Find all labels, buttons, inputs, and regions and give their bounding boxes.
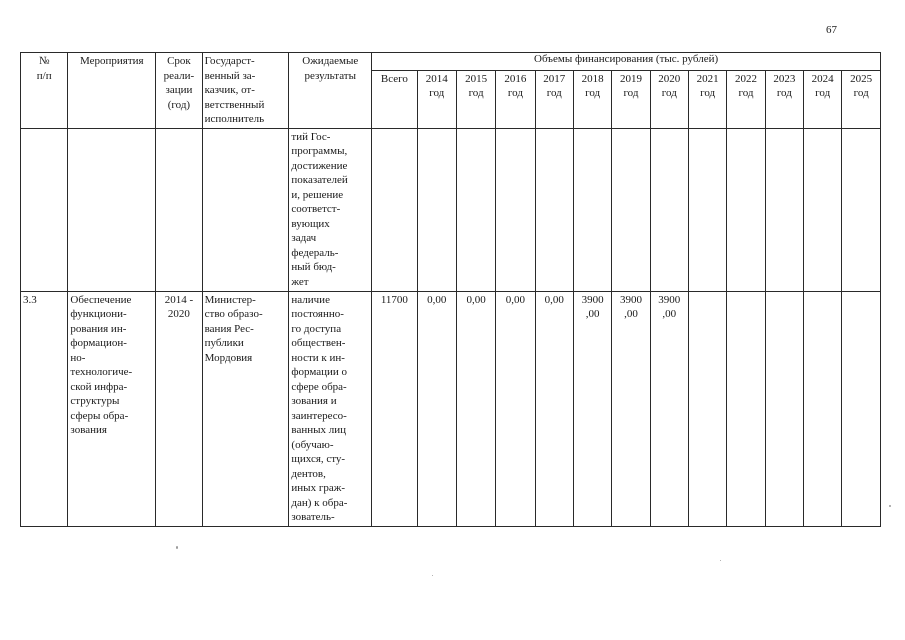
header-year-2021: 2021 год bbox=[688, 70, 726, 128]
cell-activity bbox=[68, 128, 156, 291]
cell-activity: Обеспечение функциони- рования ин- формацион- но- технологиче- ской инфра- структуры сферы обра- зования bbox=[68, 291, 156, 526]
header-year-2020: 2020 год bbox=[650, 70, 688, 128]
cell-year-2015 bbox=[456, 128, 495, 291]
header-financing: Объемы финансирования (тыс. рублей) bbox=[372, 53, 881, 71]
cell-year-2023 bbox=[765, 291, 803, 526]
header-year-2024: 2024 год bbox=[804, 70, 842, 128]
cell-year-2025 bbox=[842, 128, 881, 291]
header-total: Всего bbox=[372, 70, 417, 128]
table-row bbox=[21, 128, 881, 291]
cell-year-2017: 0,00 bbox=[535, 291, 573, 526]
cell-year-2022 bbox=[727, 128, 765, 291]
cell-executor: Министер- ство образо- вания Рес- публики Мордовия bbox=[202, 291, 289, 526]
cell-year-2020 bbox=[650, 128, 688, 291]
header-year-2025: 2025 год bbox=[842, 70, 881, 128]
cell-year-2020: 3900 ,00 bbox=[650, 291, 688, 526]
header-year-2015: 2015 год bbox=[456, 70, 495, 128]
cell-year-2014 bbox=[417, 128, 456, 291]
header-num: № п/п bbox=[21, 53, 68, 129]
cell-term bbox=[156, 128, 202, 291]
cell-year-2018 bbox=[573, 128, 611, 291]
header-year-2019: 2019 год bbox=[612, 70, 650, 128]
cell-year-2021 bbox=[688, 128, 726, 291]
cell-year-2019 bbox=[612, 128, 650, 291]
cell-total bbox=[372, 128, 417, 291]
cell-year-2016 bbox=[496, 128, 535, 291]
header-year-2017: 2017 год bbox=[535, 70, 573, 128]
cell-executor bbox=[202, 128, 289, 291]
cell-term: 2014 - 2020 bbox=[156, 291, 202, 526]
cell-year-2016: 0,00 bbox=[496, 291, 535, 526]
header-year-2022: 2022 год bbox=[727, 70, 765, 128]
cell-year-2015: 0,00 bbox=[456, 291, 495, 526]
header-activity: Мероприятия bbox=[68, 53, 156, 129]
cell-year-2017 bbox=[535, 128, 573, 291]
cell-year-2024 bbox=[804, 128, 842, 291]
cell-results: тий Гос- программы, достижение показателей и, решение соответст- вующих задач федераль- ный бюд- жет bbox=[289, 128, 372, 291]
header-year-2018: 2018 год bbox=[573, 70, 611, 128]
cell-total: 11700 bbox=[372, 291, 417, 526]
header-term: Срок реали- зации (год) bbox=[156, 53, 202, 129]
table-row bbox=[21, 291, 881, 526]
scan-speck bbox=[889, 505, 891, 507]
cell-year-2019: 3900 ,00 bbox=[612, 291, 650, 526]
cell-results: наличие постоянно- го доступа обществен- ности к ин- формации о сфере обра- зования и заинтересо- ванных лиц (обучаю- щихся, сту- дентов, иных граж- дан) к обра- зователь- bbox=[289, 291, 372, 526]
scan-speck bbox=[720, 560, 721, 561]
cell-year-2021 bbox=[688, 291, 726, 526]
header-executor: Государст- венный за- казчик, от- ветственный исполнитель bbox=[202, 53, 289, 129]
header-year-2023: 2023 год bbox=[765, 70, 803, 128]
cell-num: 3.3 bbox=[21, 291, 68, 526]
header-year-2014: 2014 год bbox=[417, 70, 456, 128]
header-row-1 bbox=[21, 53, 881, 71]
scan-speck bbox=[176, 546, 178, 549]
cell-num bbox=[21, 128, 68, 291]
scan-speck bbox=[432, 575, 433, 576]
header-year-2016: 2016 год bbox=[496, 70, 535, 128]
cell-year-2023 bbox=[765, 128, 803, 291]
financing-table bbox=[20, 52, 881, 527]
cell-year-2024 bbox=[804, 291, 842, 526]
cell-year-2018: 3900 ,00 bbox=[573, 291, 611, 526]
cell-year-2025 bbox=[842, 291, 881, 526]
cell-year-2014: 0,00 bbox=[417, 291, 456, 526]
cell-year-2022 bbox=[727, 291, 765, 526]
page-number: 67 bbox=[826, 24, 837, 36]
header-results: Ожидаемые результаты bbox=[289, 53, 372, 129]
